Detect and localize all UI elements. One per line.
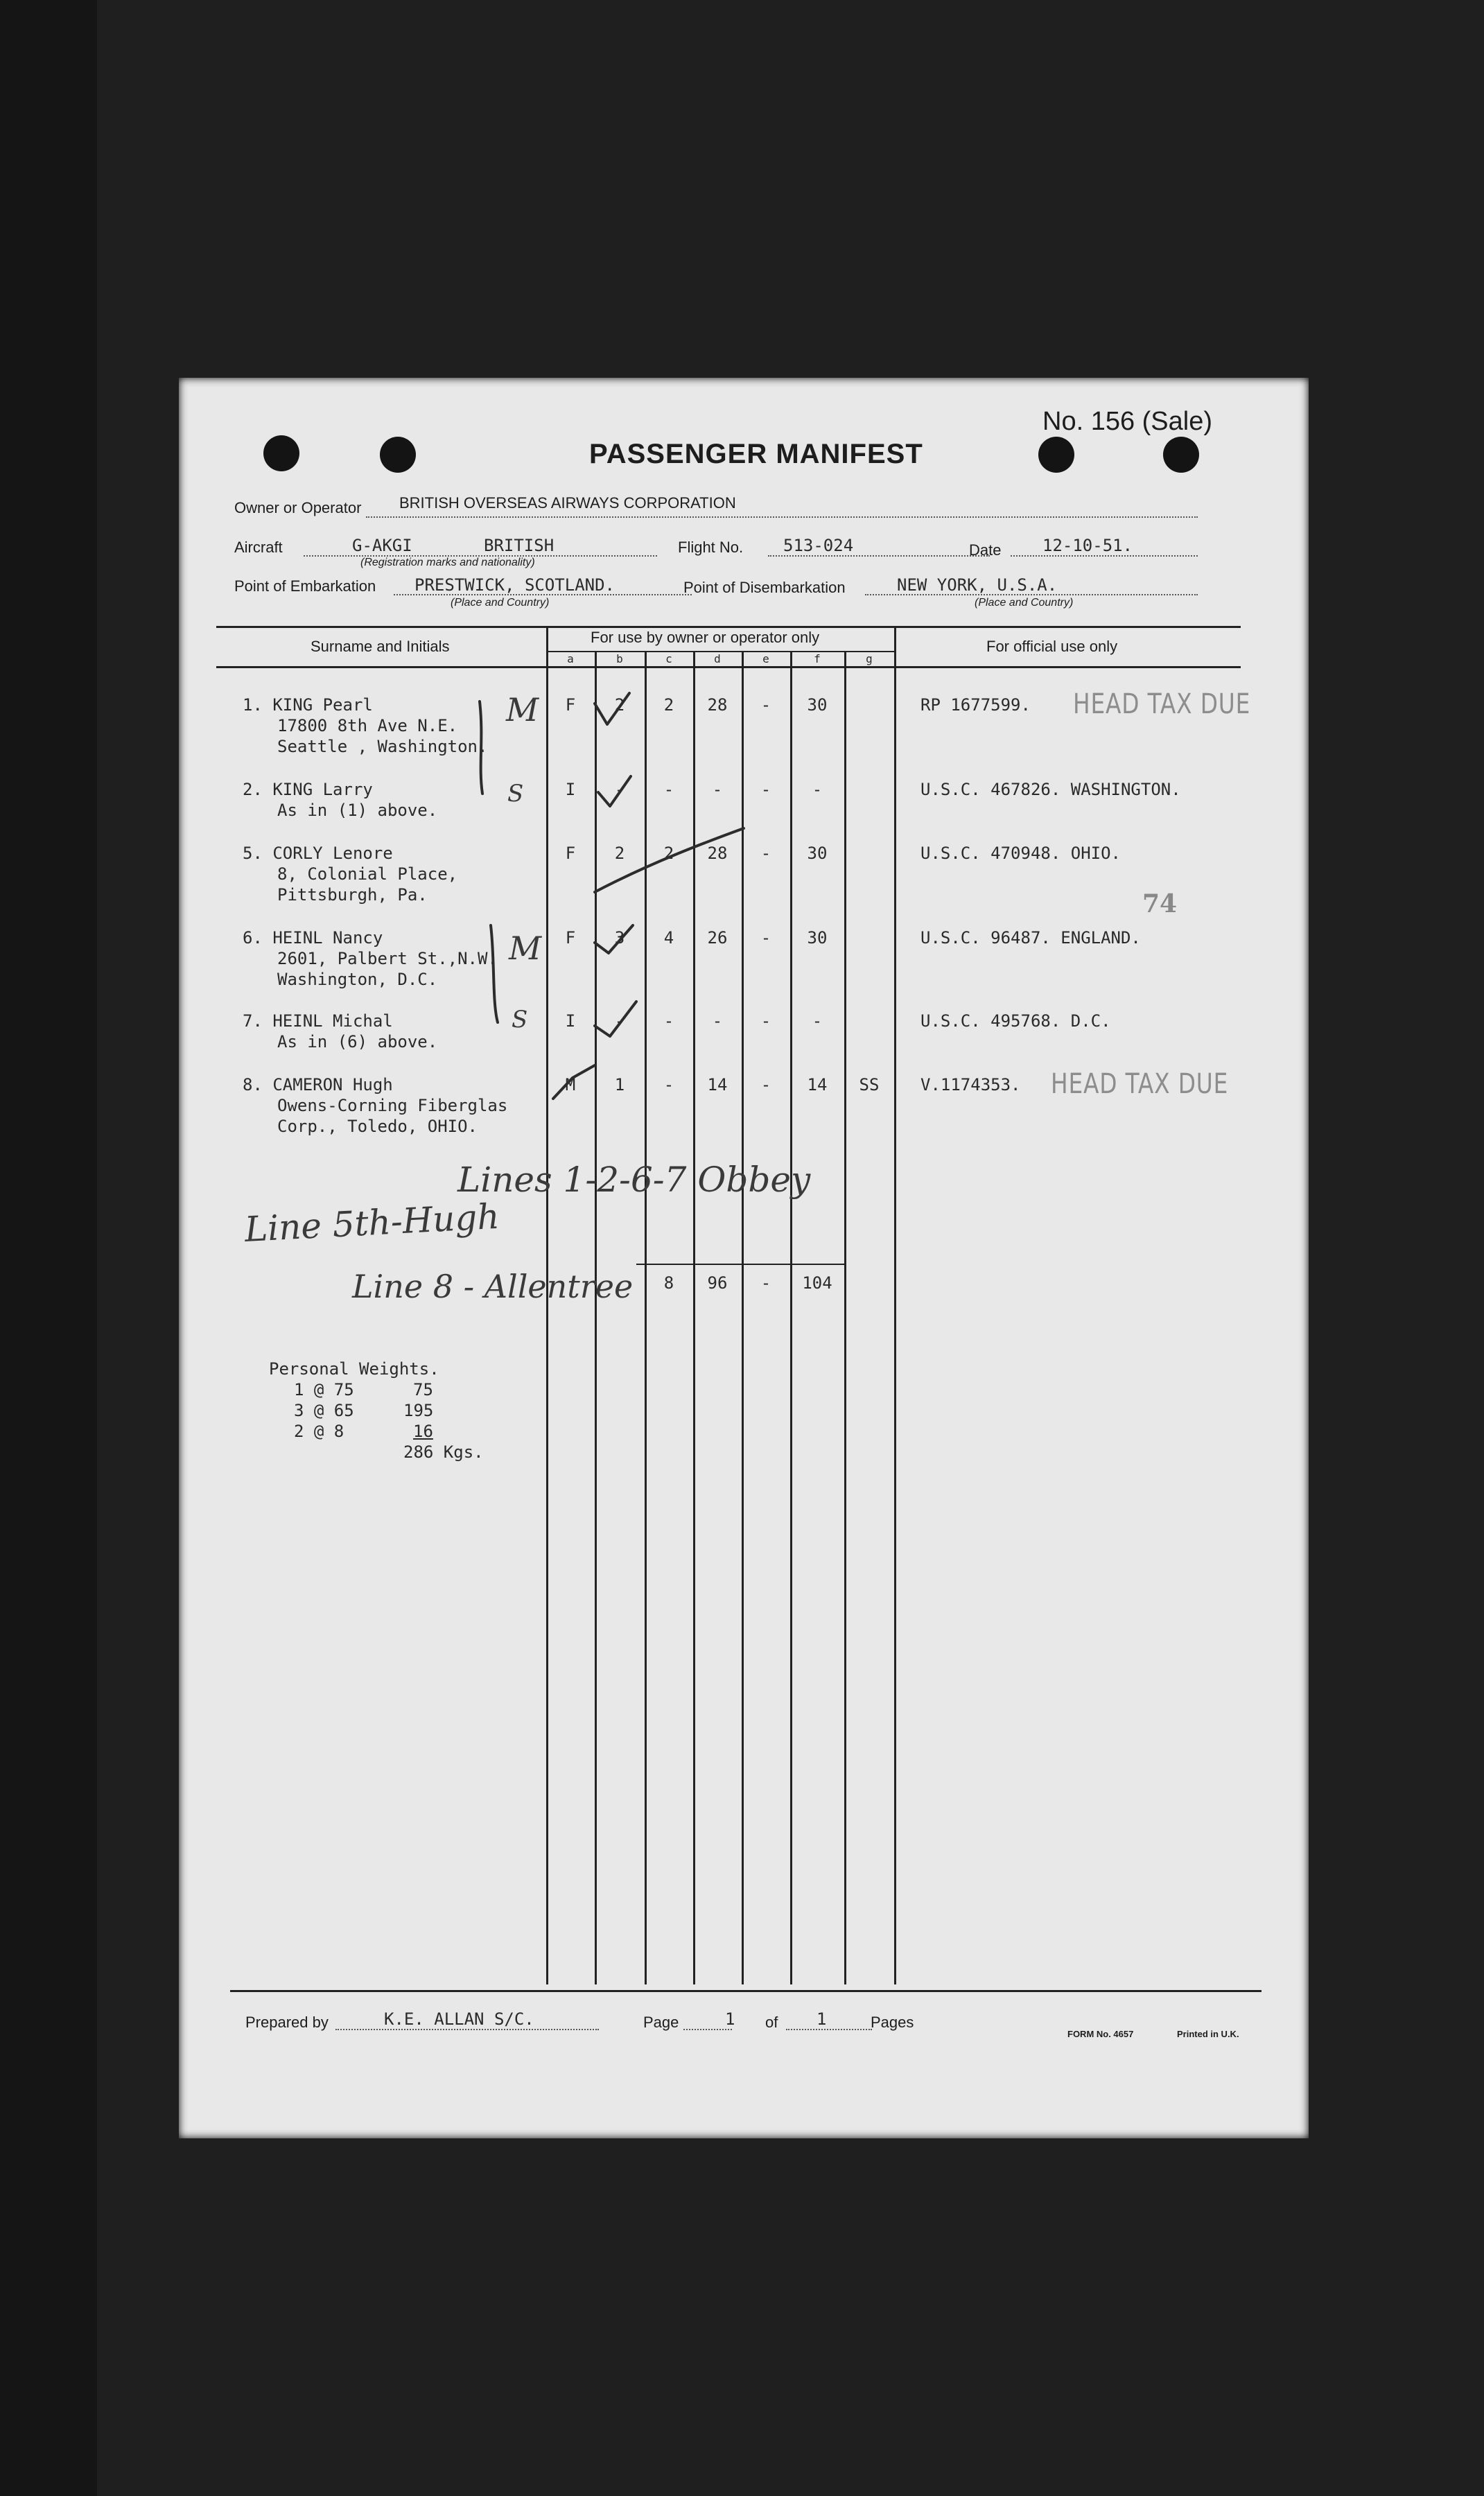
check-mark xyxy=(598,776,631,806)
cell-b: - xyxy=(614,780,625,799)
printed-in: Printed in U.K. xyxy=(1177,2029,1239,2039)
subcol-a: a xyxy=(567,652,574,665)
passenger-address: As in (6) above. xyxy=(277,1032,438,1051)
cell-e: - xyxy=(760,844,771,863)
cell-e: - xyxy=(760,1075,771,1094)
aircraft-label: Aircraft xyxy=(234,539,283,556)
col-operator-header: For use by owner or operator only xyxy=(591,629,820,646)
cell-e: - xyxy=(760,780,771,799)
total-d: 96 xyxy=(707,1273,728,1293)
pages-label: Pages xyxy=(871,2014,914,2031)
page-title: PASSENGER MANIFEST xyxy=(589,439,923,469)
flight-value: 513-024 xyxy=(783,536,854,555)
passenger-name: 2. KING Larry xyxy=(243,780,373,799)
of-value: 1 xyxy=(817,2009,827,2029)
passenger-address: 17800 8th Ave N.E. xyxy=(277,716,458,735)
cell-e: - xyxy=(760,695,771,715)
subcol-d: d xyxy=(714,652,721,665)
disembarkation-sublabel: (Place and Country) xyxy=(975,597,1074,609)
passenger-address: 8, Colonial Place, xyxy=(277,864,458,884)
passenger-name: 1. KING Pearl xyxy=(243,695,373,715)
col-surname-header: Surname and Initials xyxy=(311,638,450,655)
cell-f: 30 xyxy=(807,928,828,948)
page-value: 1 xyxy=(725,2009,735,2029)
cell-f: 14 xyxy=(807,1075,828,1094)
cell-d: - xyxy=(712,780,723,799)
cell-b: 2 xyxy=(614,695,625,715)
cell-f: 30 xyxy=(807,695,828,715)
disembarkation-value: NEW YORK, U.S.A. xyxy=(897,575,1058,595)
cell-c: - xyxy=(663,1011,674,1031)
check-mark xyxy=(595,925,633,953)
manifest-page xyxy=(179,378,1309,2138)
subcol-c: c xyxy=(665,652,672,665)
date-value: 12-10-51. xyxy=(1042,536,1133,555)
weights-total: 286 Kgs. xyxy=(403,1442,484,1462)
cell-c: 2 xyxy=(663,844,674,863)
head-tax-stamp: HEAD TAX DUE xyxy=(1051,1068,1229,1100)
passenger-address: Pittsburgh, Pa. xyxy=(277,885,428,905)
cell-f: - xyxy=(812,1011,823,1031)
weights-count: 3 @ 65 xyxy=(294,1401,354,1420)
weights-value: 16 xyxy=(413,1422,433,1441)
cell-e: - xyxy=(760,928,771,948)
subcol-e: e xyxy=(762,652,769,665)
form-number: No. 156 (Sale) xyxy=(1042,407,1213,436)
total-c: 8 xyxy=(663,1273,674,1293)
head-tax-stamp: HEAD TAX DUE xyxy=(1073,688,1251,720)
cell-f: - xyxy=(812,780,823,799)
passenger-address: Seattle , Washington. xyxy=(277,737,488,756)
bracket-line xyxy=(491,925,498,1022)
check-mark xyxy=(553,1065,595,1099)
cell-c: 2 xyxy=(663,695,674,715)
col-official-header: For official use only xyxy=(986,638,1118,655)
official-entry: U.S.C. 470948. OHIO. xyxy=(920,844,1121,863)
cell-d: 26 xyxy=(707,928,728,948)
passenger-address: Corp., Toledo, OHIO. xyxy=(277,1117,478,1136)
passenger-name: 8. CAMERON Hugh xyxy=(243,1075,393,1094)
cell-d: 14 xyxy=(707,1075,728,1094)
subcol-b: b xyxy=(616,652,623,665)
aircraft-sublabel: (Registration marks and nationality) xyxy=(360,557,535,568)
aircraft-nationality: BRITISH xyxy=(484,536,555,555)
official-entry: U.S.C. 96487. ENGLAND. xyxy=(920,928,1141,948)
cell-c: - xyxy=(663,1075,674,1094)
embarkation-label: Point of Embarkation xyxy=(234,577,376,595)
passenger-address: Owens-Corning Fiberglas xyxy=(277,1096,508,1115)
hand-mark-s: S xyxy=(507,780,524,808)
cell-a: F xyxy=(565,695,576,715)
cell-a: F xyxy=(565,928,576,948)
total-e: - xyxy=(760,1273,771,1293)
official-entry: U.S.C. 467826. WASHINGTON. xyxy=(920,780,1181,799)
cell-b: 2 xyxy=(614,844,625,863)
cell-d: - xyxy=(712,1011,723,1031)
page-label: Page xyxy=(643,2014,679,2031)
official-entry: RP 1677599. xyxy=(920,695,1031,715)
weights-title: Personal Weights. xyxy=(269,1359,439,1379)
cell-b: - xyxy=(614,1011,625,1031)
passenger-name: 7. HEINL Michal xyxy=(243,1011,393,1031)
cell-e: - xyxy=(760,1011,771,1031)
embarkation-sublabel: (Place and Country) xyxy=(451,597,550,609)
cell-a: I xyxy=(565,1011,576,1031)
scan-border xyxy=(0,0,97,2496)
check-mark xyxy=(595,1002,636,1036)
embarkation-value: PRESTWICK, SCOTLAND. xyxy=(414,575,615,595)
aircraft-registration: G-AKGI xyxy=(352,536,412,555)
flight-label: Flight No. xyxy=(678,539,744,556)
official-entry: V.1174353. xyxy=(920,1075,1021,1094)
passenger-address: As in (1) above. xyxy=(277,801,438,820)
cell-b: 1 xyxy=(614,1075,625,1094)
weights-value: 75 xyxy=(413,1380,433,1399)
weights-count: 2 @ 8 xyxy=(294,1422,344,1441)
cell-c: 4 xyxy=(663,928,674,948)
prepared-label: Prepared by xyxy=(245,2014,329,2031)
of-label: of xyxy=(765,2014,778,2031)
hand-mark-m: M xyxy=(509,930,542,967)
handwritten-note: Line 5th-Hugh xyxy=(243,1196,500,1250)
subcol-g: g xyxy=(866,652,873,665)
form-code: FORM No. 4657 xyxy=(1067,2029,1134,2039)
cell-g: SS xyxy=(859,1075,880,1094)
disembarkation-label: Point of Disembarkation xyxy=(683,579,846,596)
cell-a: F xyxy=(565,844,576,863)
weights-count: 1 @ 75 xyxy=(294,1380,354,1399)
date-label: Date xyxy=(969,541,1002,559)
margin-number: 74 xyxy=(1142,889,1178,918)
cell-c: - xyxy=(663,780,674,799)
hand-mark-s: S xyxy=(512,1006,528,1033)
cell-d: 28 xyxy=(707,844,728,863)
strike-line xyxy=(595,828,744,892)
weights-value: 195 xyxy=(403,1401,434,1420)
subcol-f: f xyxy=(814,652,821,665)
bracket-line xyxy=(480,701,482,794)
owner-value: BRITISH OVERSEAS AIRWAYS CORPORATION xyxy=(399,494,736,512)
handwritten-note: Line 8 - Allentree xyxy=(352,1268,634,1305)
owner-label: Owner or Operator xyxy=(234,499,362,516)
cell-d: 28 xyxy=(707,695,728,715)
handwritten-note: Lines 1-2-6-7 Obbey xyxy=(457,1160,811,1200)
cell-b: 3 xyxy=(614,928,625,948)
cell-f: 30 xyxy=(807,844,828,863)
official-entry: U.S.C. 495768. D.C. xyxy=(920,1011,1111,1031)
cell-a: M xyxy=(565,1075,576,1094)
passenger-name: 5. CORLY Lenore xyxy=(243,844,393,863)
prepared-value: K.E. ALLAN S/C. xyxy=(384,2009,534,2029)
total-f: 104 xyxy=(802,1273,832,1293)
hand-mark-m: M xyxy=(506,691,539,728)
passenger-name: 6. HEINL Nancy xyxy=(243,928,383,948)
passenger-address: 2601, Palbert St.,N.W. xyxy=(277,949,498,968)
passenger-address: Washington, D.C. xyxy=(277,970,438,989)
handwritten-marks xyxy=(179,378,1309,2138)
check-mark xyxy=(595,693,629,724)
cell-a: I xyxy=(565,780,576,799)
